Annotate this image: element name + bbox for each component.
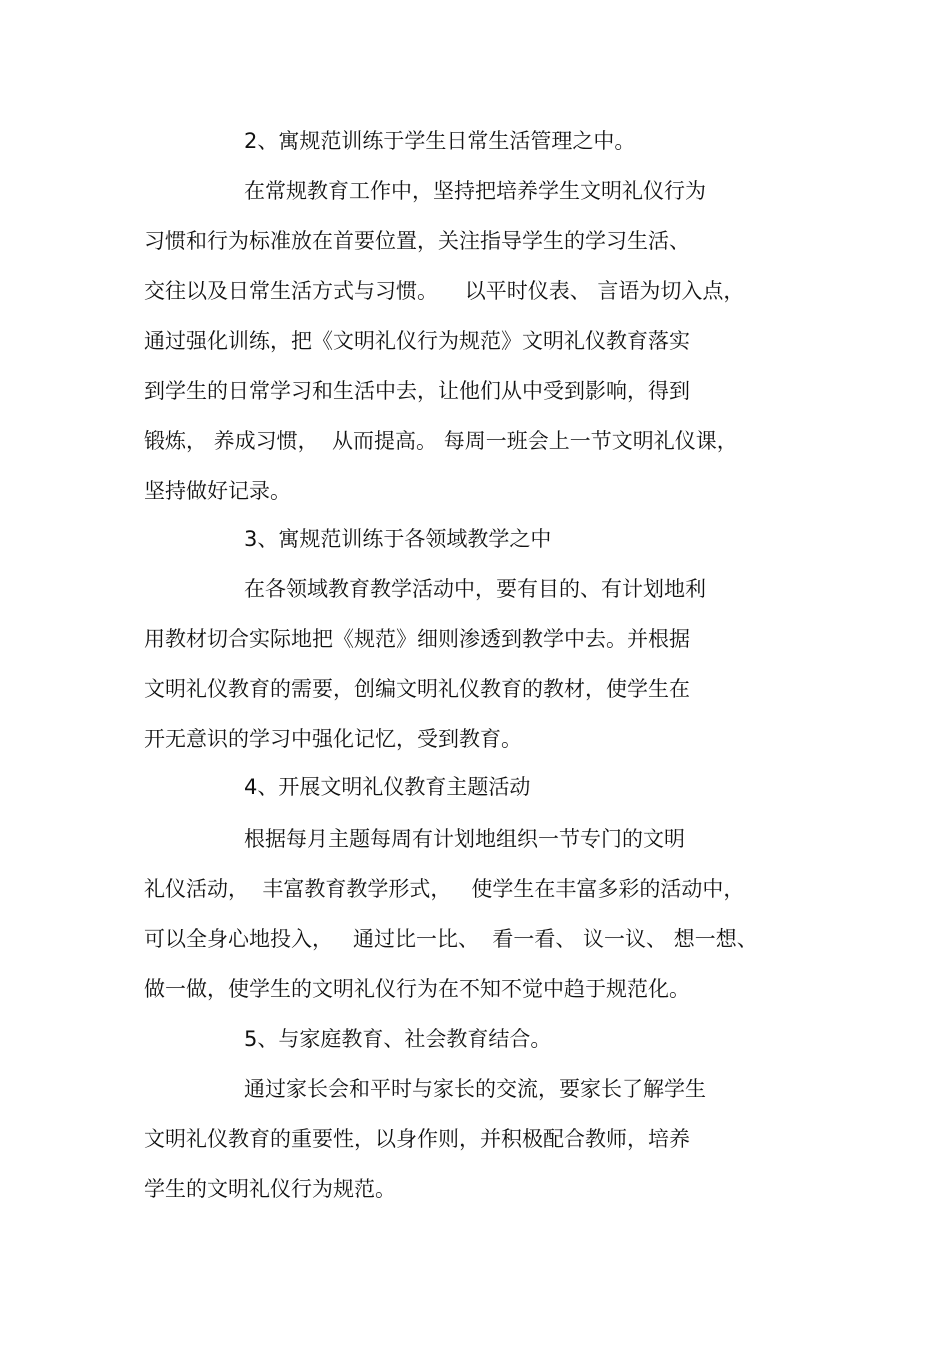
paragraph-line: 文明礼仪教育的重要性，以身作则，并积极配合教师，培养 (144, 1127, 690, 1151)
section-heading-4: 4、开展文明礼仪教育主题活动 (244, 775, 531, 799)
section-heading-2: 2、寓规范训练于学生日常生活管理之中。 (244, 129, 636, 153)
paragraph-line: 根据每月主题每周有计划地组织一节专门的文明 (244, 827, 685, 851)
paragraph-line: 习惯和行为标准放在首要位置，关注指导学生的学习生活、 (144, 229, 690, 253)
paragraph-line: 到学生的日常学习和生活中去，让他们从中受到影响，得到 (144, 379, 690, 403)
paragraph-line: 交往以及日常生活方式与习惯。 以平时仪表、 言语为切入点， (144, 279, 745, 303)
paragraph-line: 开无意识的学习中强化记忆，受到教育。 (144, 727, 522, 751)
paragraph-line: 可以全身心地投入， 通过比一比、 看一看、 议一议、 想一想、 (144, 927, 758, 951)
paragraph-line: 文明礼仪教育的需要，创编文明礼仪教育的教材，使学生在 (144, 677, 690, 701)
paragraph-line: 通过家长会和平时与家长的交流，要家长了解学生 (244, 1077, 706, 1101)
paragraph-line: 做一做，使学生的文明礼仪行为在不知不觉中趋于规范化。 (144, 977, 690, 1001)
paragraph-line: 坚持做好记录。 (144, 479, 291, 503)
paragraph-line: 锻炼， 养成习惯， 从而提高。 每周一班会上一节文明礼仪课， (144, 429, 738, 453)
paragraph-line: 学生的文明礼仪行为规范。 (144, 1177, 396, 1201)
section-heading-5: 5、与家庭教育、社会教育结合。 (244, 1027, 552, 1051)
paragraph-line: 在常规教育工作中，坚持把培养学生文明礼仪行为 (244, 179, 706, 203)
paragraph-line: 在各领域教育教学活动中，要有目的、有计划地利 (244, 577, 706, 601)
paragraph-line: 通过强化训练，把《文明礼仪行为规范》文明礼仪教育落实 (144, 329, 690, 353)
paragraph-line: 用教材切合实际地把《规范》细则渗透到教学中去。并根据 (144, 627, 690, 651)
paragraph-line: 礼仪活动， 丰富教育教学形式， 使学生在丰富多彩的活动中， (144, 877, 745, 901)
section-heading-3: 3、寓规范训练于各领域教学之中 (244, 527, 552, 551)
